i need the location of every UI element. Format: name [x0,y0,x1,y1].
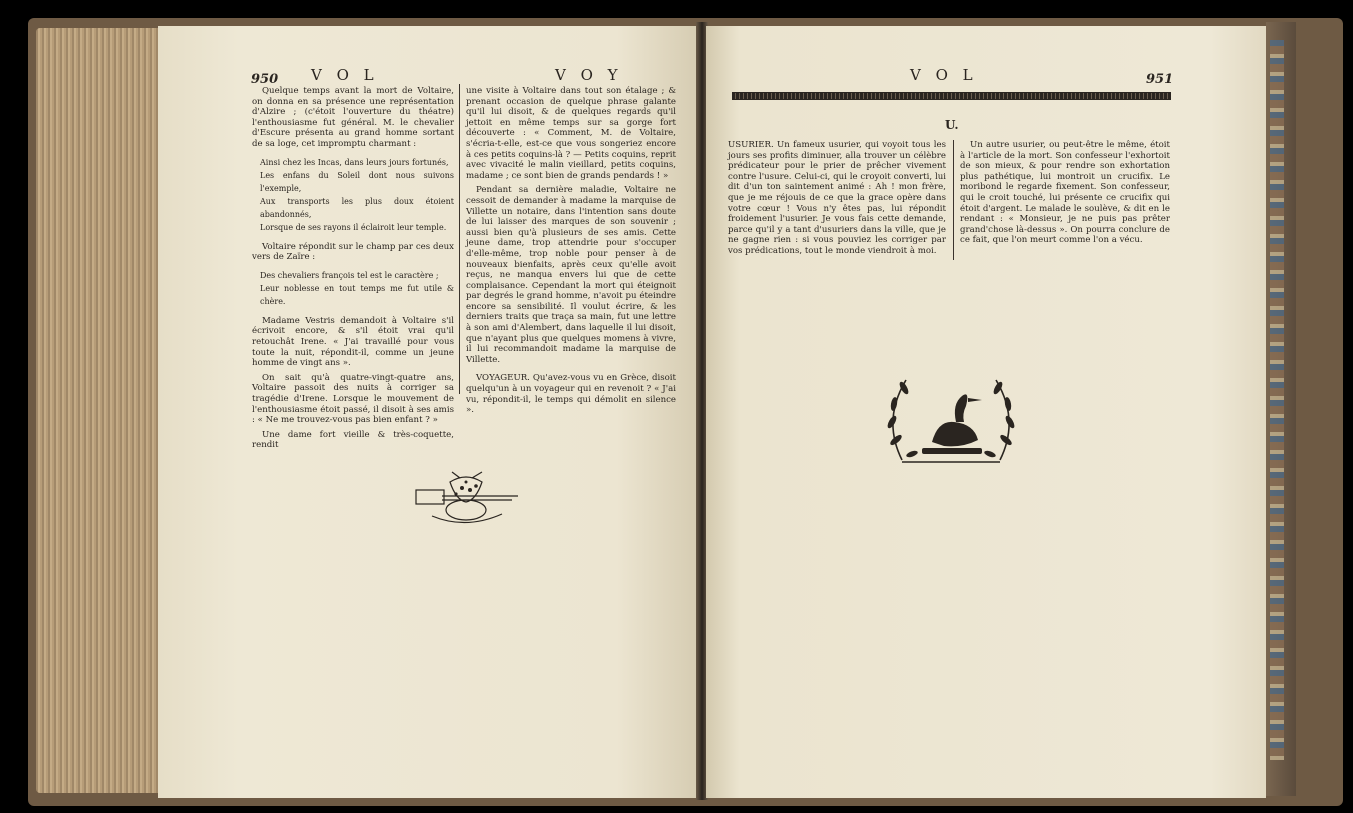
verse-line: Des chevaliers françois tel est le caractère ; [260,270,439,280]
paragraph: USURIER. Un fameux usurier, qui voyoit tous les jours ses profits diminuer, alla trouver un célèbre prédicateur pour le prier de prêcher vivement contre l'usure. Celui-ci, qui le croyoit converti, lui dit d'un ton saintement animé : Ah ! mon frère, que je me réjouis de ce que la grace opère dans votre cœur ! Vous n'y êtes pas, lui répondit froidement l'usurier. Je vous fais cette demande, parce qu'il y a tant d'usuriers dans la ville, que je ne gagne rien : si vous pouviez les corriger par vos prédications, tout le monde viendroit à moi. [728,140,946,256]
heron-wreath-ornament-icon [882,370,1020,478]
verse-line: Leur noblesse en tout temps me fut utile & chère. [260,283,454,306]
left-column-2 [466,86,676,420]
right-column-1 [728,140,946,261]
verse-line: Ainsi chez les Incas, dans leurs jours fortunés, [260,157,449,167]
paragraph: une visite à Voltaire dans tout son étalage ; & prenant occasion de quelque phrase galante qu'il lui disoit, & de quelques regards qu'il jettoit en même temps sur sa gorge fort découverte : « Comment, M. de Voltaire, s'écria-t-elle, est-ce que vous songeriez encore à ces petits coquins-là ? — Petits coquins, reprit avec vivacité le malin vieillard, petits coquins, madame ; ce sont bien de grands pendards ! » [466,86,676,181]
right-page-number: 951 [1146,72,1174,87]
verse-line: Lorsque de ses rayons il éclairoit leur temple. [260,222,447,232]
paragraph: Une dame fort vieille & très-coquette, rendit [252,429,454,451]
left-column-1 [252,86,454,455]
paragraph: Un autre usurier, ou peut-être le même, étoit à l'article de la mort. Son confesseur l'exhortoit de son mieux, & pour rendre son exhortation plus pathétique, lui montroit un crucifix. Le moribond le regarde fixement. Son confesseur, qui le croit touché, lui présente ce crucifix qui étoit d'argent. Le malade le soulève, & dit en le rendant : « Monsieur, je ne puis pas prêter grand'chose là-dessus ». On pourra conclure de ce fait, que l'on meurt comme l'on a vécu. [960,140,1170,246]
left-page-number: 950 [251,72,279,87]
trophy-ornament-icon [412,470,520,532]
paragraph: Voltaire répondit sur le champ par ces deux vers de Zaïre : [252,241,454,263]
column-divider [459,84,460,394]
verse-block [252,156,454,234]
column-divider [953,140,954,260]
paragraph: On sait qu'à quatre-vingt-quatre ans, Voltaire passoit des nuits à corriger sa tragédie d'Irene. Lorsque le mouvement de l'enthousiasme étoit passé, il disoit à ses amis : « Ne me trouvez-vous pas bien enfant ? » [252,372,454,426]
right-column-2 [960,140,1170,250]
page-edges [36,28,158,793]
left-running-head-col1: V O L [311,66,379,84]
paragraph: Pendant sa dernière maladie, Voltaire ne cessoit de demander à madame la marquise de Villette un notaire, dans l'intention sans doute de lui laisser des marques de son souvenir ; aussi bien qu'à plusieurs de ses amis. Cette jeune dame, trop attendrie pour s'occuper d'elle-même, trop noble pour penser à de nouveaux bienfaits, après ceux qu'elle avoit reçus, ne manqua envers lui que de cette complaisance. Cependant la mort qui éteignoit par degrés le grand homme, n'avoit pu éteindre encore sa sensibilité. Il voulut écrire, & les derniers traits que traça sa main, fut une lettre à son ami d'Alembert, dans laquelle il lui disoit, que n'ayant plus que quelques momens à vivre, il lui recommandoit madame la marquise de Villette. [466,185,676,365]
right-running-head: V O L [910,66,978,84]
thumb-tabs [1270,40,1284,760]
section-letter: U. [945,118,959,132]
left-running-head-col2: V O Y [555,66,623,84]
verse-line: Aux transports les plus doux étoient abandonnés, [260,196,454,219]
verse-block [252,269,454,308]
paragraph: Quelque temps avant la mort de Voltaire, on donna en sa présence une représentation d'Alzire ; (c'étoit l'ouverture du théatre) l'enthousiasme fut général. M. le chevalier d'Escure présenta au grand homme sortant de sa loge, cet impromptu charmant : [252,86,454,149]
decorative-rule [732,92,1171,100]
paragraph: VOYAGEUR. Qu'avez-vous vu en Grèce, disoit quelqu'un à un voyageur qui en revenoit ? « J'ai vu, répondit-il, le temps qui démolit en silence ». [466,373,676,416]
verse-line: Les enfans du Soleil dont nous suivons l'exemple, [260,170,454,193]
paragraph: Madame Vestris demandoit à Voltaire s'il écrivoit encore, & s'il étoit vrai qu'il retouchât Irene. « J'ai travaillé pour vous toute la nuit, répondit-il, comme un jeune homme de vingt ans ». [252,315,454,369]
